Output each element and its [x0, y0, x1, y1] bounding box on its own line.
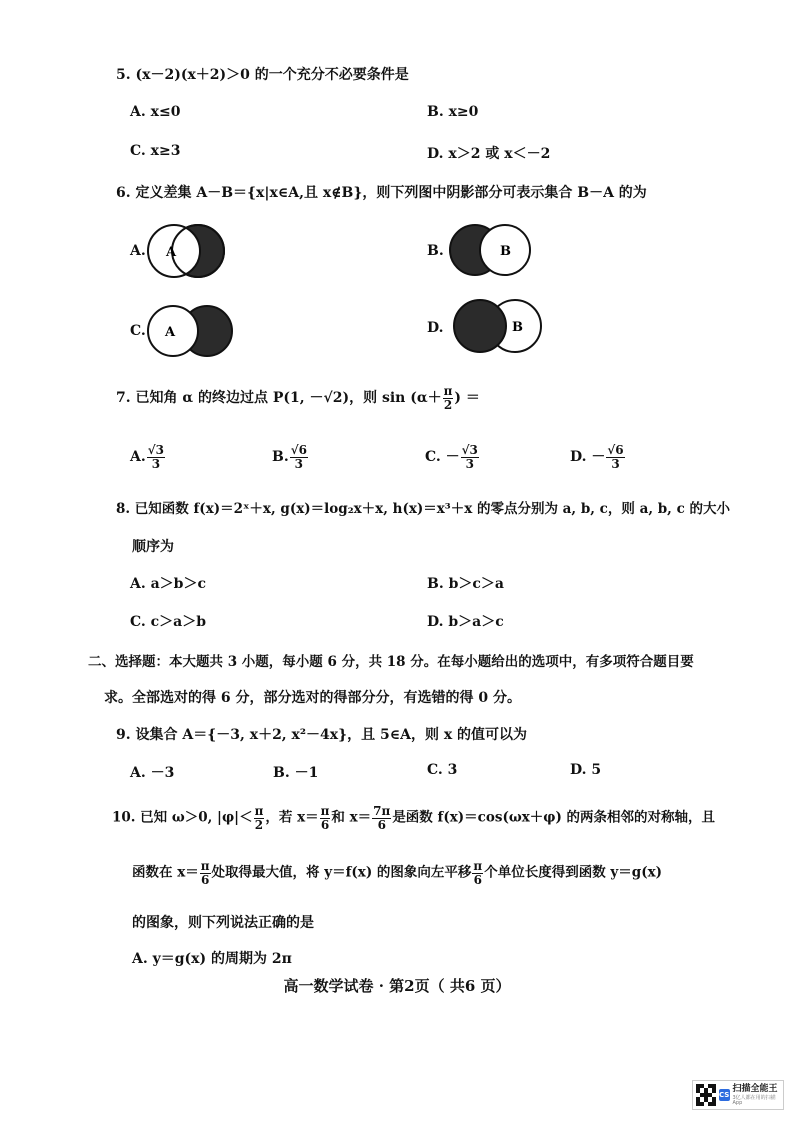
- venn-c-set-label: A: [165, 325, 176, 340]
- q9-option-b: B. －1: [273, 765, 319, 781]
- camscanner-logo-icon: CS: [718, 1091, 730, 1099]
- q6-venn-d: [452, 298, 544, 354]
- q7-stem: 7. 已知角 α 的终边过点 P(1, －√2)，则 sin (α＋ $\frac{\pi}{2}$ ) ＝: [116, 384, 480, 412]
- q10-stem-line3: 的图象，则下列说法正确的是: [132, 915, 314, 931]
- scanner-watermark: [692, 1080, 784, 1110]
- q10-option-a: A. y＝g(x) 的周期为 2π: [132, 951, 292, 967]
- page-footer: 高一数学试卷 · 第2页（ 共6 页）: [283, 977, 511, 995]
- q5-stem: 5. (x－2)(x＋2)＞0 的一个充分不必要条件是: [116, 67, 409, 83]
- venn-d-circle-left: [454, 300, 506, 352]
- venn-a-set-label: A: [166, 245, 177, 260]
- q9-option-a: A. －3: [130, 765, 175, 781]
- q9-stem: 9. 设集合 A＝{－3, x＋2, x²－4x}，且 5∈A，则 x 的值可以为: [116, 727, 528, 743]
- q7-option-a: A. $\frac{√3}{3}$: [130, 443, 164, 471]
- q9-option-d: D. 5: [570, 762, 602, 778]
- q7-option-d: D. － $\frac{√6}{3}$: [570, 443, 624, 471]
- q10-stem-line1: 10. 已知 ω＞0, |φ|＜ $\frac{\pi}{2}$ ，若 x＝ $\frac{\pi}{6}$ 和 x＝ $\frac{7\pi}{6}$ 是函数 f(x)＝cos(ωx＋φ) 的两条相邻的对称轴，且: [112, 804, 716, 832]
- q8-stem-line1: 8. 已知函数 f(x)＝2ˣ＋x, g(x)＝log₂x＋x, h(x)＝x³＋x 的零点分别为 a, b, c，则 a, b, c 的大小: [116, 501, 730, 517]
- q6-venn-a: [146, 223, 240, 279]
- q5-option-a: A. x≤0: [130, 104, 181, 120]
- q8-option-d: D. b＞a＞c: [427, 614, 504, 630]
- q6-option-a-label: A.: [130, 243, 146, 259]
- scanner-brand: 扫描全能王 3亿人都在用的扫描App: [732, 1083, 778, 1106]
- section2-heading-line2: 求。全部选对的得 6 分，部分选对的得部分分，有选错的得 0 分。: [104, 690, 521, 706]
- q8-stem-line2: 顺序为: [132, 539, 174, 555]
- q6-venn-b: [448, 223, 532, 277]
- venn-d-set-label: B: [512, 320, 523, 335]
- q7-option-c: C. － $\frac{√3}{3}$: [425, 443, 478, 471]
- q6-stem: 6. 定义差集 A－B＝{x|x∈A,且 x∉B}，则下列图中阴影部分可表示集合 B－A 的为: [116, 185, 647, 201]
- q6-venn-c: [146, 304, 236, 358]
- venn-b-set-label: B: [500, 244, 511, 259]
- q5-option-c: C. x≥3: [130, 143, 181, 159]
- qr-code-icon: [696, 1084, 716, 1106]
- q9-option-c: C. 3: [427, 762, 458, 778]
- q6-option-b-label: B.: [427, 243, 444, 259]
- q8-option-b: B. b＞c＞a: [427, 576, 504, 592]
- q5-option-b: B. x≥0: [427, 104, 479, 120]
- q7-stem-fraction: $\frac{\pi}{2}$: [443, 384, 453, 412]
- section2-heading-line1: 二、选择题：本大题共 3 小题，每小题 6 分，共 18 分。在每小题给出的选项中，有多项符合题目要: [88, 654, 694, 670]
- q6-option-c-label: C.: [130, 323, 146, 339]
- q6-option-d-label: D.: [427, 320, 444, 336]
- q5-option-d: D. x＞2 或 x＜－2: [427, 146, 551, 162]
- q8-option-a: A. a＞b＞c: [130, 576, 206, 592]
- q7-option-b: B. $\frac{√6}{3}$: [272, 443, 307, 471]
- q8-option-c: C. c＞a＞b: [130, 614, 207, 630]
- q10-stem-line2: 函数在 x＝ $\frac{\pi}{6}$ 处取得最大值，将 y＝f(x) 的图象向左平移 $\frac{\pi}{6}$ 个单位长度得到函数 y＝g(x): [132, 859, 663, 887]
